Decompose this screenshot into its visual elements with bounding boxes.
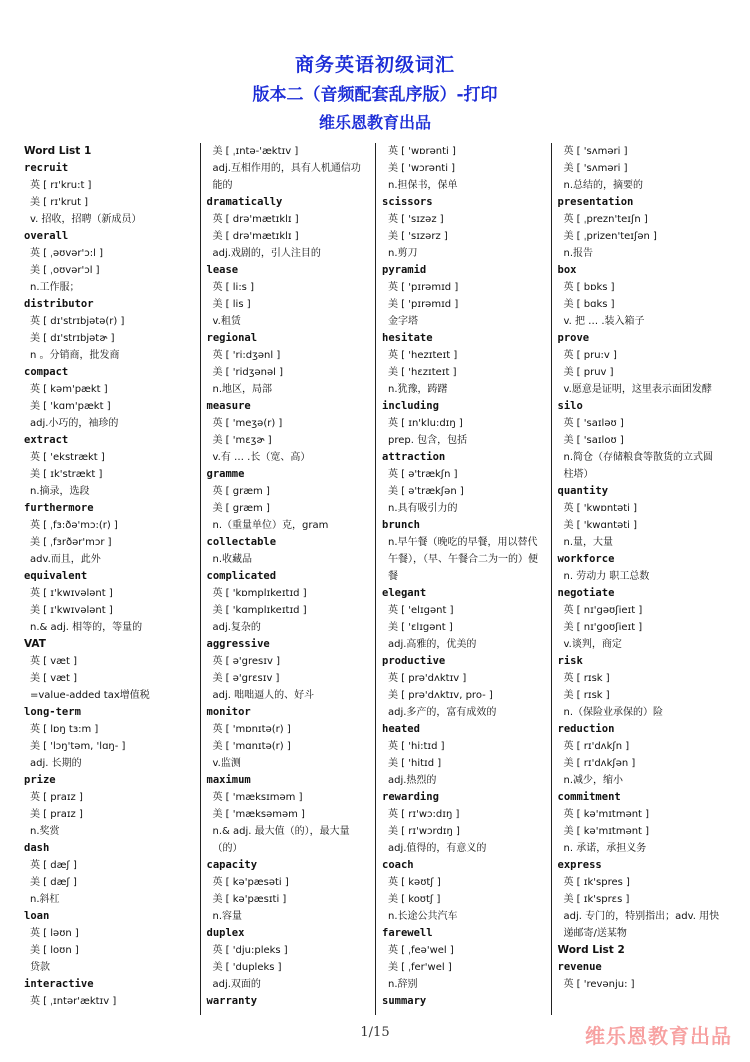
phonetic: 美 [ 'kwɑntəti ] xyxy=(563,520,638,531)
vocab-word: gramme xyxy=(206,468,245,480)
definition: n.斜杠 xyxy=(30,894,60,905)
phonetic: 英 [ ˌfeə'wel ] xyxy=(388,945,454,956)
definition: adj. 长期的 xyxy=(30,758,82,769)
vocab-word: dramatically xyxy=(206,196,283,208)
phonetic: 英 [ 'hi:tɪd ] xyxy=(388,741,445,752)
vocab-word: commitment xyxy=(557,791,621,803)
phonetic: 美 [ 'pɪrəmɪd ] xyxy=(388,299,459,310)
definition: adj.小巧的，袖珍的 xyxy=(30,418,119,429)
phonetic: 英 [ prə'dʌktɪv ] xyxy=(388,673,467,684)
definition: n.摘录，选段 xyxy=(30,486,90,497)
vocab-word: interactive xyxy=(24,978,94,990)
definition: n.减少，缩小 xyxy=(563,775,624,786)
phonetic: 英 [ dæʃ ] xyxy=(30,860,77,871)
phonetic: 美 [ græm ] xyxy=(212,503,270,514)
list-heading: VAT xyxy=(24,638,46,650)
phonetic: 英 [ ˌɪntər'æktɪv ] xyxy=(30,996,117,1007)
phonetic: 美 [ 'ɛlɪgənt ] xyxy=(388,622,453,633)
definition: n.剪刀 xyxy=(388,248,418,259)
definition: adj.高雅的，优美的 xyxy=(388,639,477,650)
definition: n.犹豫，踌躇 xyxy=(388,384,448,395)
definition: =value-added tax增值税 xyxy=(30,690,150,701)
vocab-word: warranty xyxy=(206,995,258,1007)
phonetic: 英 [ 'meʒə(r) ] xyxy=(212,418,283,429)
vocab-word: complicated xyxy=(206,570,277,582)
definition: n.简仓（存储粮食等散货的立式圆柱塔） xyxy=(563,452,714,480)
vocab-word: heated xyxy=(382,723,420,735)
phonetic: 英 [ kəʊtʃ ] xyxy=(388,877,441,888)
column-3 xyxy=(375,143,551,1015)
definition: n.报告 xyxy=(563,248,594,259)
phonetic: 英 [ rɪ'wɔ:dɪŋ ] xyxy=(388,809,460,820)
phonetic: 美 [ ɪ'kwɪvələnt ] xyxy=(30,605,113,616)
vocab-word: long-term xyxy=(24,706,81,718)
phonetic: 美 [ koʊtʃ ] xyxy=(388,894,441,905)
definition: v. 把 … .装入箱子 xyxy=(563,316,645,327)
phonetic: 英 [ 'mɒnɪtə(r) ] xyxy=(212,724,291,735)
vocab-word: risk xyxy=(557,655,583,667)
vocab-word: revenue xyxy=(557,961,602,973)
phonetic: 美 [ 'hitɪd ] xyxy=(388,758,442,769)
vocab-word: negotiate xyxy=(557,587,615,599)
vocab-word: loan xyxy=(24,910,50,922)
vocab-word: scissors xyxy=(382,196,433,208)
phonetic: 英 [ bɒks ] xyxy=(563,282,615,293)
phonetic: 美 [ 'kɑmplɪkeɪtɪd ] xyxy=(212,605,307,616)
phonetic: 美 [ 'saɪloʊ ] xyxy=(563,435,624,446)
vocab-word: elegant xyxy=(382,587,427,599)
definition: n.长途公共汽车 xyxy=(388,911,458,922)
definition: 贷款 xyxy=(30,962,50,973)
definition: n.容量 xyxy=(212,911,243,922)
phonetic: 英 [ 'dju:pleks ] xyxy=(212,945,288,956)
phonetic: 英 [ 'sɪzəz ] xyxy=(388,214,444,225)
phonetic: 美 [ dɪ'strɪbjətɚ ] xyxy=(30,333,115,344)
phonetic: 美 [ prə'dʌktɪv, pro- ] xyxy=(388,690,493,701)
phonetic: 英 [ ˌəʊvər'ɔ:l ] xyxy=(30,248,103,259)
definition: adj. 咄咄逼人的、好斗 xyxy=(212,690,315,701)
vocab-word: coach xyxy=(382,859,414,871)
phonetic: 英 [ 'kɒmplɪkeɪtɪd ] xyxy=(212,588,307,599)
definition: n.量，大量 xyxy=(563,537,614,548)
vocab-word: express xyxy=(557,859,602,871)
definition: adj.值得的，有意义的 xyxy=(388,843,487,854)
definition: v.有 … .长（宽、高） xyxy=(212,452,311,463)
phonetic: 美 [ loʊn ] xyxy=(30,945,79,956)
phonetic: 英 [ kəm'pækt ] xyxy=(30,384,108,395)
phonetic: 美 [ 'kɑm'pækt ] xyxy=(30,401,111,412)
vocab-word: aggressive xyxy=(206,638,270,650)
definition: adj.复杂的 xyxy=(212,622,261,633)
phonetic: 英 [ praɪz ] xyxy=(30,792,83,803)
phonetic: 美 [ bɑks ] xyxy=(563,299,615,310)
vocabulary-columns xyxy=(24,143,726,1015)
definition: n.& adj. 最大值（的），最大量（的） xyxy=(212,826,350,854)
phonetic: 美 [ 'sʌməri ] xyxy=(563,163,628,174)
phonetic: 英 [ 'wɒrənti ] xyxy=(388,146,456,157)
phonetic: 美 [ 'mæksəməm ] xyxy=(212,809,305,820)
definition: adj.双面的 xyxy=(212,979,261,990)
phonetic: 英 [ 'saɪləʊ ] xyxy=(563,418,624,429)
phonetic: 美 [ rɪsk ] xyxy=(563,690,610,701)
phonetic: 美 [ væt ] xyxy=(30,673,77,684)
document-subtitle: 版本二（音频配套乱序版）-打印 xyxy=(252,85,498,105)
publisher-line: 维乐恩教育出品 xyxy=(318,113,431,132)
phonetic: 美 [ ˌprizen'teɪʃən ] xyxy=(563,231,657,242)
vocab-word: maximum xyxy=(206,774,251,786)
vocab-word: hesitate xyxy=(382,332,433,344)
vocab-word: measure xyxy=(206,400,251,412)
vocab-word: productive xyxy=(382,655,446,667)
phonetic: 英 [ ə'trækʃn ] xyxy=(388,469,458,480)
phonetic: 英 [ 'revənju: ] xyxy=(563,979,635,990)
vocab-word: silo xyxy=(557,400,583,412)
vocab-word: box xyxy=(557,264,577,276)
definition: n.具有吸引力的 xyxy=(388,503,458,514)
phonetic: 美 [ dæʃ ] xyxy=(30,877,77,888)
definition: n.担保书，保单 xyxy=(388,180,458,191)
definition: v.谈判，商定 xyxy=(563,639,622,650)
definition: n 。分销商，批发商 xyxy=(30,350,120,361)
phonetic: 美 [ drə'mætɪklɪ ] xyxy=(212,231,299,242)
definition: n.（保险业承保的）险 xyxy=(563,707,664,718)
list-heading: Word List 1 xyxy=(24,145,92,157)
phonetic: 英 [ væt ] xyxy=(30,656,77,667)
vocab-word: distributor xyxy=(24,298,94,310)
vocab-word: brunch xyxy=(382,519,420,531)
phonetic: 英 [ 'ri:dʒənl ] xyxy=(212,350,281,361)
phonetic: 美 [ rɪ'wɔrdɪŋ ] xyxy=(388,826,460,837)
column-2 xyxy=(200,143,376,1015)
vocab-word: attraction xyxy=(382,451,446,463)
vocab-word: including xyxy=(382,400,439,412)
phonetic: 美 [ ə'grɛsɪv ] xyxy=(212,673,280,684)
page-number: 1/15 xyxy=(360,1025,390,1040)
definition: n.总结的，摘要的 xyxy=(563,180,644,191)
vocab-word: pyramid xyxy=(382,264,427,276)
phonetic: 美 [ ɪk'sprɛs ] xyxy=(563,894,630,905)
vocab-word: regional xyxy=(206,332,258,344)
definition: v.监测 xyxy=(212,758,241,769)
definition: n. 承诺，承担义务 xyxy=(563,843,647,854)
definition: adj. 专门的，特别指出；adv. 用快递邮寄/送某物 xyxy=(563,911,720,939)
vocab-word: summary xyxy=(382,995,427,1007)
phonetic: 美 [ lis ] xyxy=(212,299,251,310)
phonetic: 美 [ 'wɔrənti ] xyxy=(388,163,456,174)
definition: n.收藏品 xyxy=(212,554,253,565)
vocab-word: duplex xyxy=(206,927,245,939)
definition: v.愿意是证明，这里表示面团发酵 xyxy=(563,384,712,395)
vocab-word: equivalent xyxy=(24,570,88,582)
phonetic: 美 [ 'dupleks ] xyxy=(212,962,282,973)
phonetic: 英 [ 'ekstrækt ] xyxy=(30,452,105,463)
phonetic: 英 [ ɪ'kwɪvələnt ] xyxy=(30,588,113,599)
phonetic: 英 [ græm ] xyxy=(212,486,270,497)
definition: adj.热烈的 xyxy=(388,775,437,786)
phonetic: 英 [ ɪn'klu:dɪŋ ] xyxy=(388,418,463,429)
definition: v.租赁 xyxy=(212,316,241,327)
phonetic: 美 [ rɪ'krut ] xyxy=(30,197,89,208)
phonetic: 美 [ 'mɑnɪtə(r) ] xyxy=(212,741,291,752)
definition: n.地区，局部 xyxy=(212,384,273,395)
vocab-word: monitor xyxy=(206,706,251,718)
phonetic: 英 [ ləʊn ] xyxy=(30,928,79,939)
phonetic: 英 [ 'pɪrəmɪd ] xyxy=(388,282,459,293)
vocab-word: farewell xyxy=(382,927,433,939)
phonetic: 英 [ dɪ'strɪbjətə(r) ] xyxy=(30,316,125,327)
phonetic: 英 [ ɪk'spres ] xyxy=(563,877,630,888)
definition: n.辞别 xyxy=(388,979,418,990)
phonetic: 英 [ 'kwɒntəti ] xyxy=(563,503,638,514)
phonetic: 英 [ ˌfɜ:ðə'mɔ:(r) ] xyxy=(30,520,118,531)
definition: adj.互相作用的，具有人机通信功能的 xyxy=(212,163,361,191)
vocab-word: collectable xyxy=(206,536,277,548)
definition: n.早午餐（晚吃的早餐，用以替代午餐），（早、午餐合二为一的）便餐 xyxy=(388,537,538,582)
phonetic: 英 [ rɪ'dʌkʃn ] xyxy=(563,741,630,752)
phonetic: 美 [ 'mɛʒɚ ] xyxy=(212,435,272,446)
phonetic: 美 [ ə'trækʃən ] xyxy=(388,486,464,497)
vocab-word: prize xyxy=(24,774,56,786)
phonetic: 英 [ kə'pæsəti ] xyxy=(212,877,289,888)
phonetic: 美 [ pruv ] xyxy=(563,367,614,378)
column-1 xyxy=(24,143,200,1015)
vocab-word: capacity xyxy=(206,859,258,871)
phonetic: 美 [ 'hɛzɪteɪt ] xyxy=(388,367,457,378)
definition: n. 劳动力 职工总数 xyxy=(563,571,650,582)
phonetic: 美 [ ˌfɜrðər'mɔr ] xyxy=(30,537,112,548)
vocab-word: lease xyxy=(206,264,239,276)
definition: n.& adj. 相等的，等量的 xyxy=(30,622,143,633)
phonetic: 英 [ ˌprezn'teɪʃn ] xyxy=(563,214,648,225)
phonetic: 英 [ pru:v ] xyxy=(563,350,617,361)
vocab-word: extract xyxy=(24,434,69,446)
phonetic: 英 [ lɒŋ tɜ:m ] xyxy=(30,724,99,735)
watermark-logo: 维乐恩教育出品 xyxy=(585,1024,732,1048)
vocab-word: presentation xyxy=(557,196,634,208)
definition: 金字塔 xyxy=(388,316,418,327)
definition: n.（重量单位）克，gram xyxy=(212,520,329,531)
phonetic: 美 [ 'lɔŋ'təm, 'lɑŋ- ] xyxy=(30,741,126,752)
phonetic: 美 [ ˌoʊvər'ɔl ] xyxy=(30,265,100,276)
phonetic: 英 [ 'sʌməri ] xyxy=(563,146,628,157)
vocab-word: prove xyxy=(557,332,590,344)
definition: adj.戏剧的，引人注目的 xyxy=(212,248,321,259)
phonetic: 美 [ kə'pæsɪti ] xyxy=(212,894,287,905)
phonetic: 英 [ li:s ] xyxy=(212,282,254,293)
phonetic: 美 [ kə'mɪtmənt ] xyxy=(563,826,650,837)
phonetic: 美 [ praɪz ] xyxy=(30,809,83,820)
phonetic: 英 [ ə'gresɪv ] xyxy=(212,656,280,667)
definition: prep. 包含，包括 xyxy=(388,435,468,446)
phonetic: 英 [ nɪ'gəʊʃieɪt ] xyxy=(563,605,643,616)
definition: v. 招收，招聘（新成员） xyxy=(30,214,142,225)
phonetic: 英 [ rɪ'kru:t ] xyxy=(30,180,92,191)
definition: n.工作服； xyxy=(30,282,80,293)
phonetic: 英 [ kə'mɪtmənt ] xyxy=(563,809,650,820)
vocab-word: workforce xyxy=(557,553,615,565)
phonetic: 英 [ 'hezɪteɪt ] xyxy=(388,350,458,361)
phonetic: 英 [ 'mæksɪməm ] xyxy=(212,792,303,803)
vocab-word: compact xyxy=(24,366,69,378)
list-heading: Word List 2 xyxy=(557,944,625,956)
document-title: 商务英语初级词汇 xyxy=(294,54,455,76)
phonetic: 美 [ 'sɪzərz ] xyxy=(388,231,448,242)
column-4 xyxy=(551,143,727,1015)
vocab-word: furthermore xyxy=(24,502,94,514)
phonetic: 美 [ rɪ'dʌkʃən ] xyxy=(563,758,636,769)
definition: adj.多产的，富有成效的 xyxy=(388,707,497,718)
vocab-word: quantity xyxy=(557,485,609,497)
vocab-word: reduction xyxy=(557,723,615,735)
vocab-word: rewarding xyxy=(382,791,439,803)
phonetic: 美 [ ɪk'strækt ] xyxy=(30,469,103,480)
definition: adv.而且，此外 xyxy=(30,554,101,565)
phonetic: 英 [ rɪsk ] xyxy=(563,673,610,684)
vocab-word: overall xyxy=(24,230,69,242)
phonetic: 英 [ 'elɪgənt ] xyxy=(388,605,454,616)
phonetic: 美 [ ˌɪntə-'æktɪv ] xyxy=(212,146,299,157)
phonetic: 美 [ ˌfer'wel ] xyxy=(388,962,452,973)
definition: n.奖赏 xyxy=(30,826,60,837)
phonetic: 美 [ nɪ'goʊʃieɪt ] xyxy=(563,622,643,633)
vocab-word: recruit xyxy=(24,162,69,174)
phonetic: 英 [ drə'mætɪklɪ ] xyxy=(212,214,299,225)
vocab-word: dash xyxy=(24,842,50,854)
phonetic: 美 [ 'ridʒənəl ] xyxy=(212,367,284,378)
